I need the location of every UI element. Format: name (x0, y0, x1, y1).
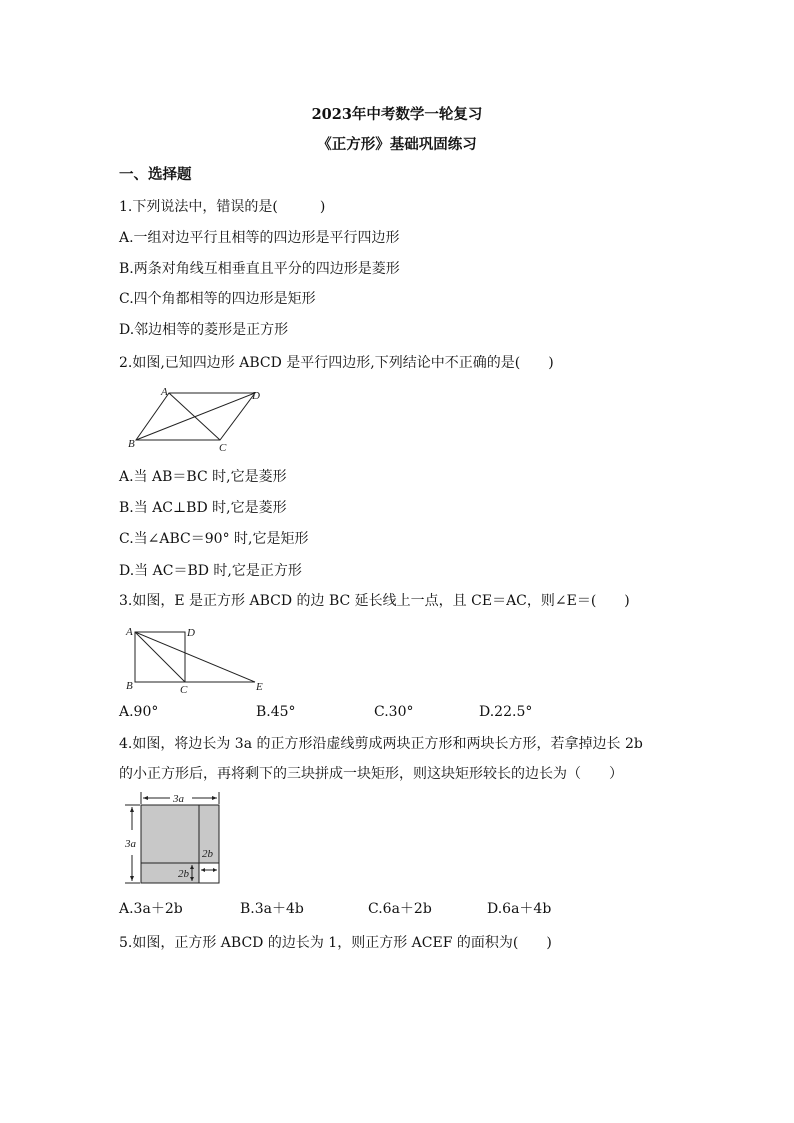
question-3-stem: 3.如图，E 是正方形 ABCD 的边 BC 延长线上一点，且 CE＝AC，则∠E＝( ) (119, 593, 630, 609)
question-4-stem-line-2: 的小正方形后，再将剩下的三块拼成一块矩形，则这块矩形较长的边长为（ ） (119, 766, 623, 782)
question-1-stem: 1.下列说法中，错误的是( ) (119, 199, 326, 215)
question-1-option-a: A.一组对边平行且相等的四边形是平行四边形 (119, 230, 400, 246)
question-2-stem: 2.如图,已知四边形 ABCD 是平行四边形,下列结论中不正确的是( ) (119, 355, 554, 371)
question-5-stem: 5.如图，正方形 ABCD 的边长为 1，则正方形 ACEF 的面积为( ) (119, 935, 552, 951)
label-left-3a: 3a (125, 838, 136, 850)
label-a: A (126, 626, 133, 638)
page-subtitle: 《正方形》基础巩固练习 (317, 136, 477, 153)
question-4-option-a: A.3a＋2b (119, 901, 183, 917)
label-c: C (180, 684, 188, 694)
page-title: 2023年中考数学一轮复习 (311, 106, 483, 123)
question-3-option-c: C.30° (374, 704, 414, 720)
question-2-option-d: D.当 AC＝BD 时,它是正方形 (119, 563, 302, 579)
cut-square-figure (122, 790, 227, 886)
label-c: C (219, 442, 227, 454)
label-top-3a: 3a (173, 793, 184, 805)
label-e: E (256, 681, 263, 693)
question-1-option-b: B.两条对角线互相垂直且平分的四边形是菱形 (119, 261, 400, 277)
question-4-stem-line-1: 4.如图，将边长为 3a 的正方形沿虚线剪成两块正方形和两块长方形，若拿掉边长 2b (119, 736, 643, 752)
question-2-option-a: A.当 AB＝BC 时,它是菱形 (119, 469, 287, 485)
label-a: A (161, 386, 168, 398)
small-square-2b (199, 863, 219, 883)
label-inner-2b: 2b (202, 848, 213, 860)
label-b: B (126, 680, 133, 692)
parallelogram-figure (125, 383, 270, 455)
question-4-option-d: D.6a＋4b (487, 901, 552, 917)
question-3-option-a: A.90° (119, 704, 159, 720)
question-2-option-c: C.当∠ABC＝90° 时,它是矩形 (119, 531, 309, 547)
question-1-option-d: D.邻边相等的菱形是正方形 (119, 322, 289, 338)
label-d: D (187, 627, 195, 639)
question-3-option-b: B.45° (256, 704, 296, 720)
label-b: B (128, 438, 135, 450)
label-bottom-2b: 2b (178, 868, 189, 880)
question-1-option-c: C.四个角都相等的四边形是矩形 (119, 291, 316, 307)
question-3-option-d: D.22.5° (479, 704, 533, 720)
question-4-option-c: C.6a＋2b (368, 901, 432, 917)
segment-ae (135, 632, 255, 682)
section-heading: 一、选择题 (119, 166, 192, 183)
diagonal-ac (135, 632, 185, 682)
square-extension-figure (122, 622, 270, 694)
question-2-option-b: B.当 AC⊥BD 时,它是菱形 (119, 500, 287, 516)
label-d: D (252, 390, 260, 402)
question-4-option-b: B.3a＋4b (240, 901, 304, 917)
